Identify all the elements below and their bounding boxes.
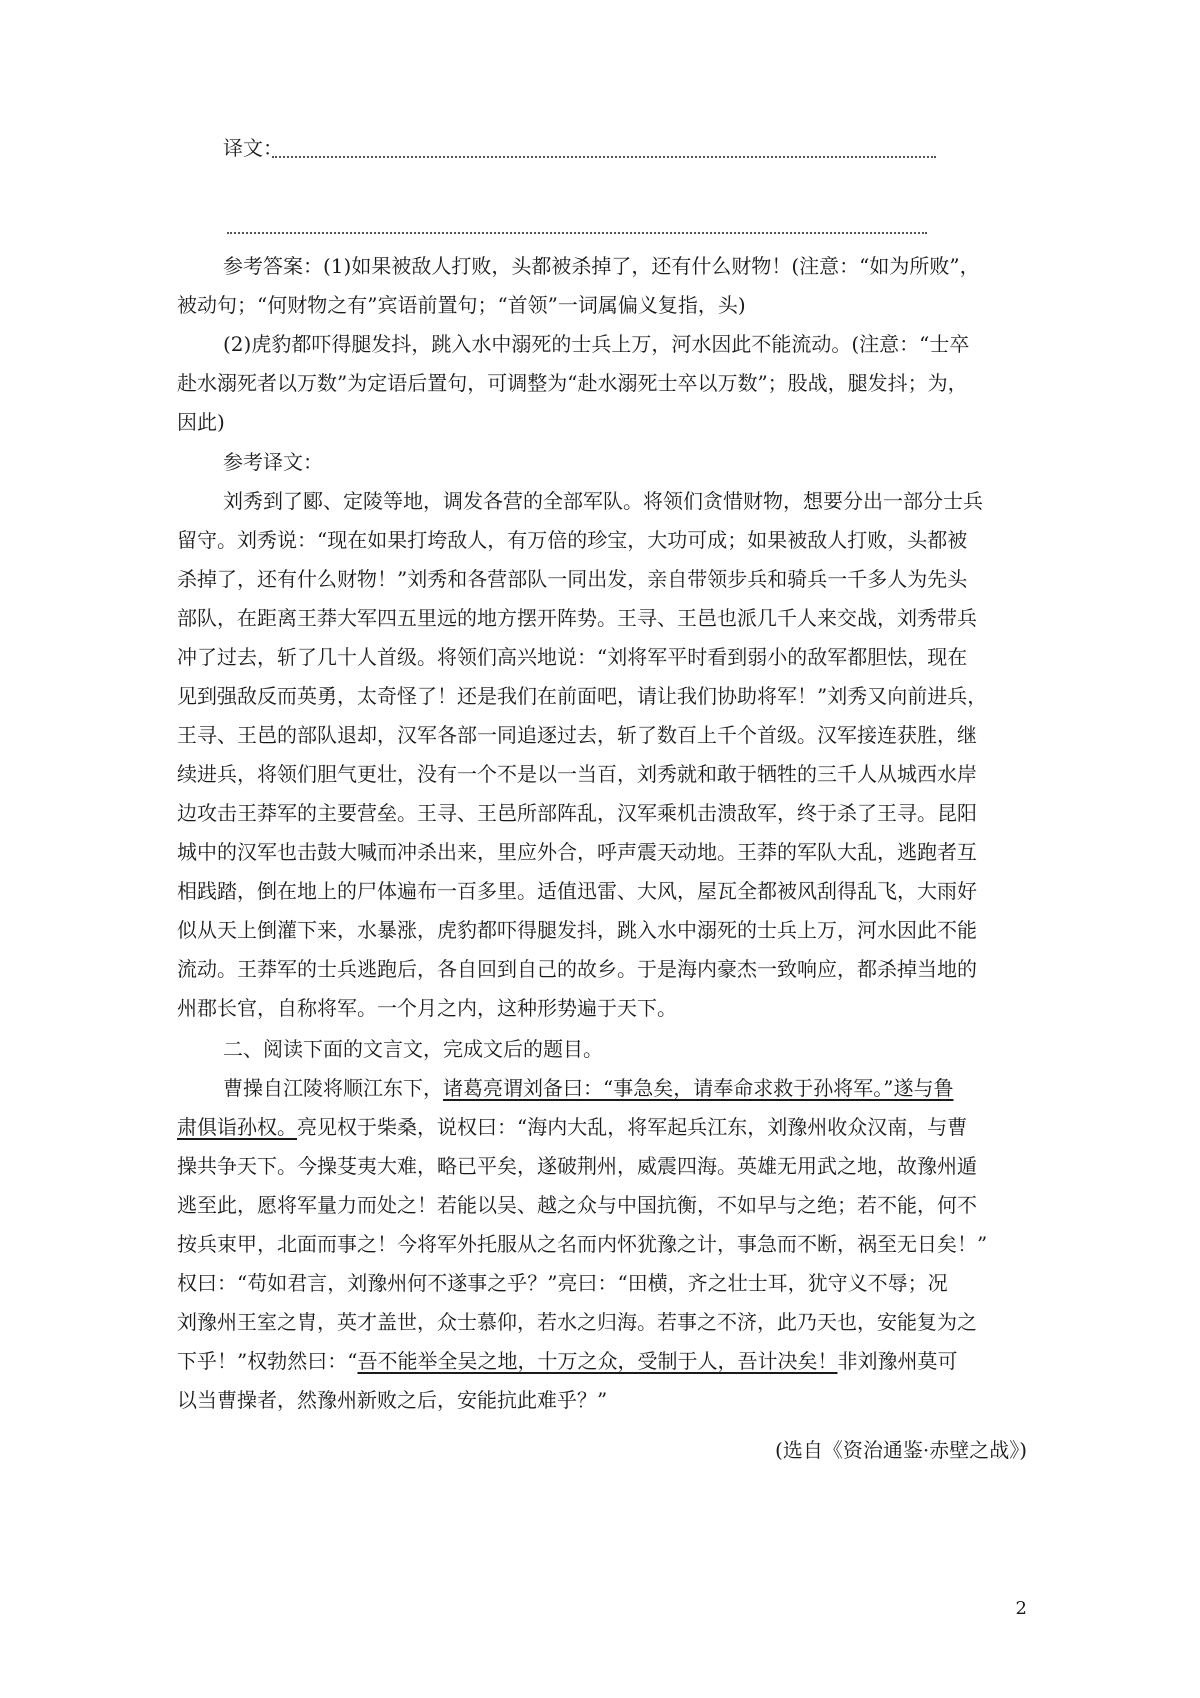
ref-translation-heading: 参考译文： xyxy=(223,450,323,474)
dotted-word: 力 xyxy=(337,1193,357,1217)
passage-line-1: 曹操自江陵将顺江东下，诸葛亮谓刘备曰：“事急矣，请奉命求救于孙将军。”遂与鲁 xyxy=(223,1076,954,1100)
underlined-sentence-1: 诸葛亮谓刘备曰：“事急矣，请奉命求救于孙将军。”遂与鲁 xyxy=(443,1076,954,1100)
ref-translation-line: 见到强敌反而英勇，太奇怪了！还是我们在前面吧，请让我们协助将军！”刘秀又向前进兵， xyxy=(177,684,988,708)
passage-line-4: 逃至此，愿将军量力而处之！若能以吴、越之众与中国抗衡，不如早与之绝；若不能，何不 xyxy=(177,1193,977,1217)
ref-translation-line: 边攻击王莽军的主要营垒。王寻、王邑所部阵乱，汉军乘机击溃敌军，终于杀了王寻。昆阳 xyxy=(177,801,977,825)
answer-line-3: (2)虎豹都吓得腿发抖，跳入水中溺死的士兵上万，河水因此不能流动。(注意：“士卒 xyxy=(223,332,970,356)
ref-translation-line: 冲了过去，斩了几十人首级。将领们高兴地说：“刘将军平时看到弱小的敌军都胆怯，现在 xyxy=(177,645,968,669)
ref-translation-line: 流动。王莽军的士兵逃跑后，各自回到自己的故乡。于是海内豪杰一致响应，都杀掉当地的 xyxy=(177,957,977,981)
ref-translation-line: 城中的汉军也击鼓大喊而冲杀出来，里应外合，呼声震天动地。王莽的军队大乱，逃跑者互 xyxy=(177,840,977,864)
ref-translation-line: 相践踏，倒在地上的尸体遍布一百多里。适值迅雷、大风，屋瓦全都被风刮得乱飞，大雨好 xyxy=(177,879,977,903)
ref-translation-line: 似从天上倒灌下来，水暴涨，虎豹都吓得腿发抖，跳入水中溺死的士兵上万，河水因此不能 xyxy=(177,918,977,942)
dotted-word: 诣 xyxy=(217,1115,237,1139)
dotted-word: 当 xyxy=(197,1388,217,1412)
answer-blank-line-1 xyxy=(272,156,936,158)
underlined-sentence-2: 吾不能举全吴之地，十万之众，受制于人，吾计决矣！ xyxy=(357,1349,838,1373)
answer-line-5: 因此) xyxy=(177,410,225,434)
page-number: 2 xyxy=(1015,1598,1027,1619)
answer-line-4: 赴水溺死者以万数”为定语后置句，可调整为“赴水溺死士卒以万数”；股战，腿发抖；为， xyxy=(177,371,968,395)
section-2-title: 二、阅读下面的文言文，完成文后的题目。 xyxy=(223,1037,603,1061)
passage-line-6: 权曰：“苟如君言，刘豫州何不遂事之乎？”亮曰：“田横，齐之壮士耳，犹守义不辱；况 xyxy=(177,1271,948,1295)
answer-blank-line-2 xyxy=(227,232,927,234)
ref-translation-line: 留守。刘秀说：“现在如果打垮敌人，有万倍的珍宝，大功可成；如果被敌人打败，头都被 xyxy=(177,528,968,552)
dotted-word: 济 xyxy=(737,1310,757,1334)
passage-line-2: 肃俱诣孙权。亮见权于柴桑，说权曰：“海内大乱，将军起兵江东，刘豫州收众汉南，与曹 xyxy=(177,1115,968,1139)
answer-line-1: 参考答案：(1)如果被敌人打败，头都被杀掉了，还有什么财物！(注意：“如为所败”， xyxy=(223,254,980,278)
underlined-sentence-1-end: 肃俱诣孙权。 xyxy=(177,1115,297,1139)
ref-translation-line: 部队，在距离王莽大军四五里远的地方摆开阵势。王寻、王邑也派几千人来交战，刘秀带兵 xyxy=(177,606,977,630)
passage-line-7: 刘豫州王室之胄，英才盖世，众士慕仰，若水之归海。若事之不济，此乃天也，安能复为之 xyxy=(177,1310,977,1334)
ref-translation-line: 续进兵，将领们胆气更壮，没有一个不是以一当百，刘秀就和敢于牺牲的三千人从城西水岸 xyxy=(177,762,977,786)
ref-translation-line: 州郡长官，自称将军。一个月之内，这种形势遍于天下。 xyxy=(177,996,677,1020)
passage-line-5: 按兵束甲，北面而事之！今将军外托服从之名而内怀犹豫之计，事急而不断，祸至无日矣！” xyxy=(177,1232,988,1256)
dotted-word: 于 xyxy=(357,1115,377,1139)
dotted-word: 略 xyxy=(437,1154,457,1178)
answer-line-2: 被动句；“何财物之有”宾语前置句；“首领”一词属偏义复指，头) xyxy=(177,293,746,317)
passage-line-3: 操共争天下。今操芟夷大难，略已平矣，遂破荆州，威震四海。英雄无用武之地，故豫州遁 xyxy=(177,1154,977,1178)
ref-translation-line: 杀掉了，还有什么财物！”刘秀和各营部队一同出发，亲自带领步兵和骑兵一千多人为先头 xyxy=(177,567,968,591)
ref-translation-line: 刘秀到了郾、定陵等地，调发各营的全部军队。将领们贪惜财物，想要分出一部分士兵 xyxy=(223,489,983,513)
source-citation: (选自《资治通鉴·赤壁之战》) xyxy=(775,1438,1027,1462)
passage-line-9: 以当曹操者，然豫州新败之后，安能抗此难乎？” xyxy=(177,1388,608,1412)
translation-label: 译文： xyxy=(223,136,283,160)
passage-line-8: 下乎！”权勃然曰：“吾不能举全吴之地，十万之众，受制于人，吾计决矣！非刘豫州莫可 xyxy=(177,1349,958,1373)
ref-translation-line: 王寻、王邑的部队退却，汉军各部一同追逐过去，斩了数百上千个首级。汉军接连获胜，继 xyxy=(177,723,977,747)
dotted-word: 抗 xyxy=(497,1388,517,1412)
